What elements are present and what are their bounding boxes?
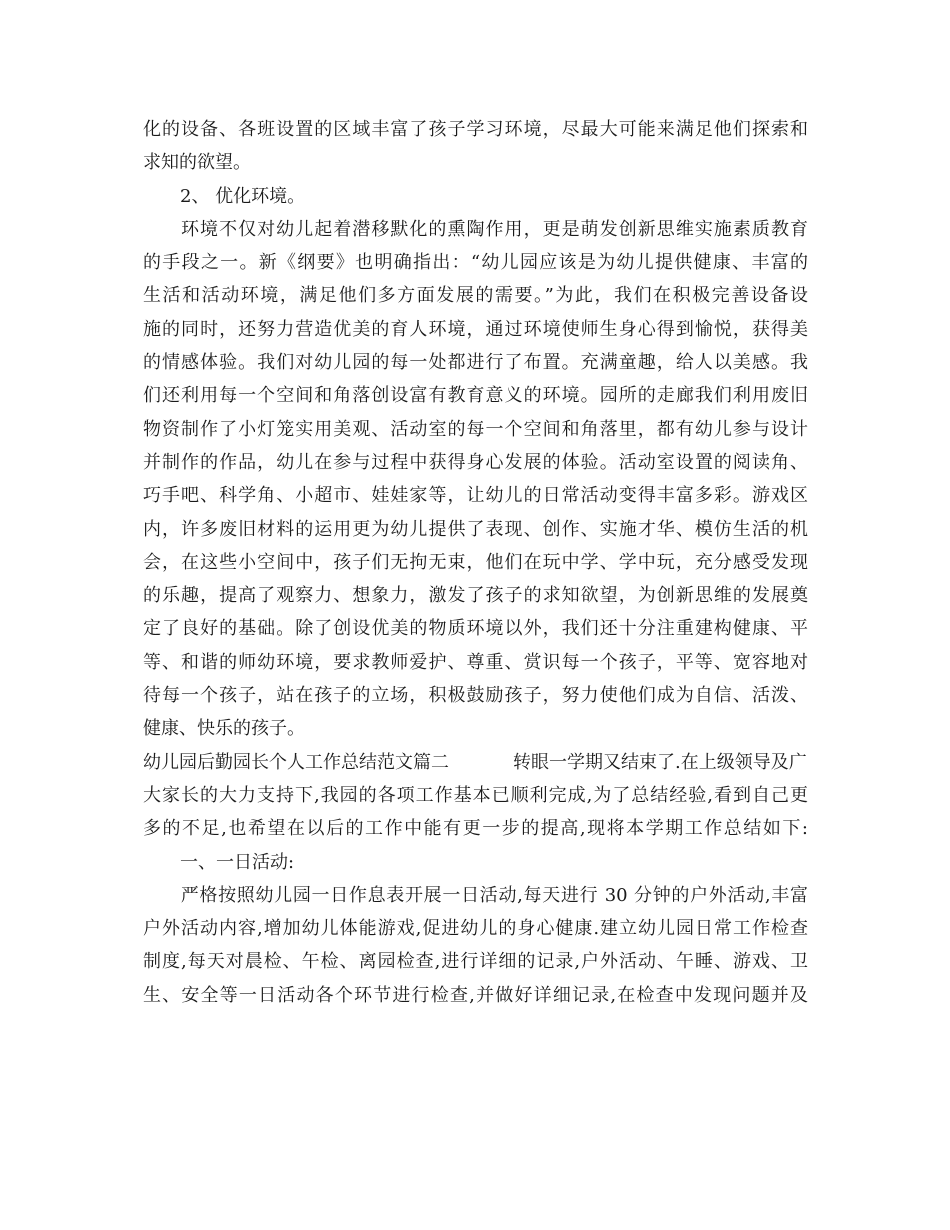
text-line: 会，在这些小空间中，孩子们无拘无束，他们在玩中学、学中玩，充分感受发现 [143, 551, 808, 573]
text-line: 制度,每天对晨检、午检、离园检查,进行详细的记录,户外活动、午睡、游戏、卫 [143, 951, 808, 973]
text-line: 并制作的作品，幼儿在参与过程中获得身心发展的体验。活动室设置的阅读角、 [143, 451, 808, 473]
text-line: 们还利用每一个空间和角落创设富有教育意义的环境。园所的走廊我们利用废旧 [143, 385, 808, 407]
text-line: 生、安全等一日活动各个环节进行检查,并做好详细记录,在检查中发现问题并及 [143, 984, 808, 1006]
section-heading [143, 846, 808, 879]
section-heading-text: 2、 优化环境。 [180, 185, 306, 207]
section-heading [143, 180, 808, 213]
text-line: 化的设备、各班设置的区域丰富了孩子学习环境，尽最大可能来满足他们探索和 [143, 119, 808, 140]
text-line: 大家长的大力支持下,我园的各项工作基本已顺利完成,为了总结经验,看到自己更 [143, 784, 808, 806]
text-line: 物资制作了小灯笼实用美观、活动室的每一个空间和角落里，都有幼儿参与设计 [143, 418, 808, 440]
text-line: 巧手吧、科学角、小超市、娃娃家等，让幼儿的日常活动变得丰富多彩。游戏区 [143, 485, 808, 507]
text-line: 内，许多废旧材料的运用更为幼儿提供了表现、创作、实施才华、模仿生活的机 [143, 518, 808, 540]
text-line: 等、和谐的师幼环境，要求教师爱护、尊重、赏识每一个孩子，平等、宽容地对 [143, 651, 808, 673]
text-line [143, 213, 808, 246]
article-title: 幼儿园后勤园长个人工作总结范文篇二 [143, 751, 449, 773]
text-line [143, 879, 808, 912]
section-heading-text: 一、一日活动: [180, 851, 295, 873]
document-body [143, 113, 808, 1012]
text-line-content: 转眼一学期又结束了.在上级领导及广 [513, 751, 807, 773]
text-line: 生活和活动环境，满足他们多方面发展的需要。”为此，我们在积极完善设备设 [143, 285, 808, 307]
text-line: 的情感体验。我们对幼儿园的每一处都进行了布置。充满童趣，给人以美感。我 [143, 352, 808, 374]
text-line: 定了良好的基础。除了创设优美的物质环境以外，我们还十分注重建构健康、平 [143, 618, 808, 640]
text-line: 健康、快乐的孩子。 [143, 718, 305, 740]
article-title-line [143, 746, 808, 779]
text-line: 施的同时，还努力营造优美的育人环境，通过环境使师生身心得到愉悦，获得美 [143, 318, 808, 340]
text-line: 多的不足,也希望在以后的工作中能有更一步的提高,现将本学期工作总结如下: [143, 818, 808, 840]
text-line-content: 环境不仅对幼儿起着潜移默化的熏陶作用，更是萌发创新思维实施素质教育 [180, 218, 808, 240]
text-line-content: 严格按照幼儿园一日作息表开展一日活动,每天进行 30 分钟的户外活动,丰富 [180, 884, 808, 906]
text-line: 的乐趣，提高了观察力、想象力，激发了孩子的求知欲望，为创新思维的发展奠 [143, 585, 808, 607]
text-line: 求知的欲望。 [143, 152, 251, 174]
text-line: 户外活动内容,增加幼儿体能游戏,促进幼儿的身心健康.建立幼儿园日常工作检查 [143, 918, 808, 940]
text-line: 待每一个孩子，站在孩子的立场，积极鼓励孩子，努力使他们成为自信、活泼、 [143, 685, 808, 707]
text-line: 的手段之一。新《纲要》也明确指出：“幼儿园应该是为幼儿提供健康、丰富的 [143, 252, 808, 274]
